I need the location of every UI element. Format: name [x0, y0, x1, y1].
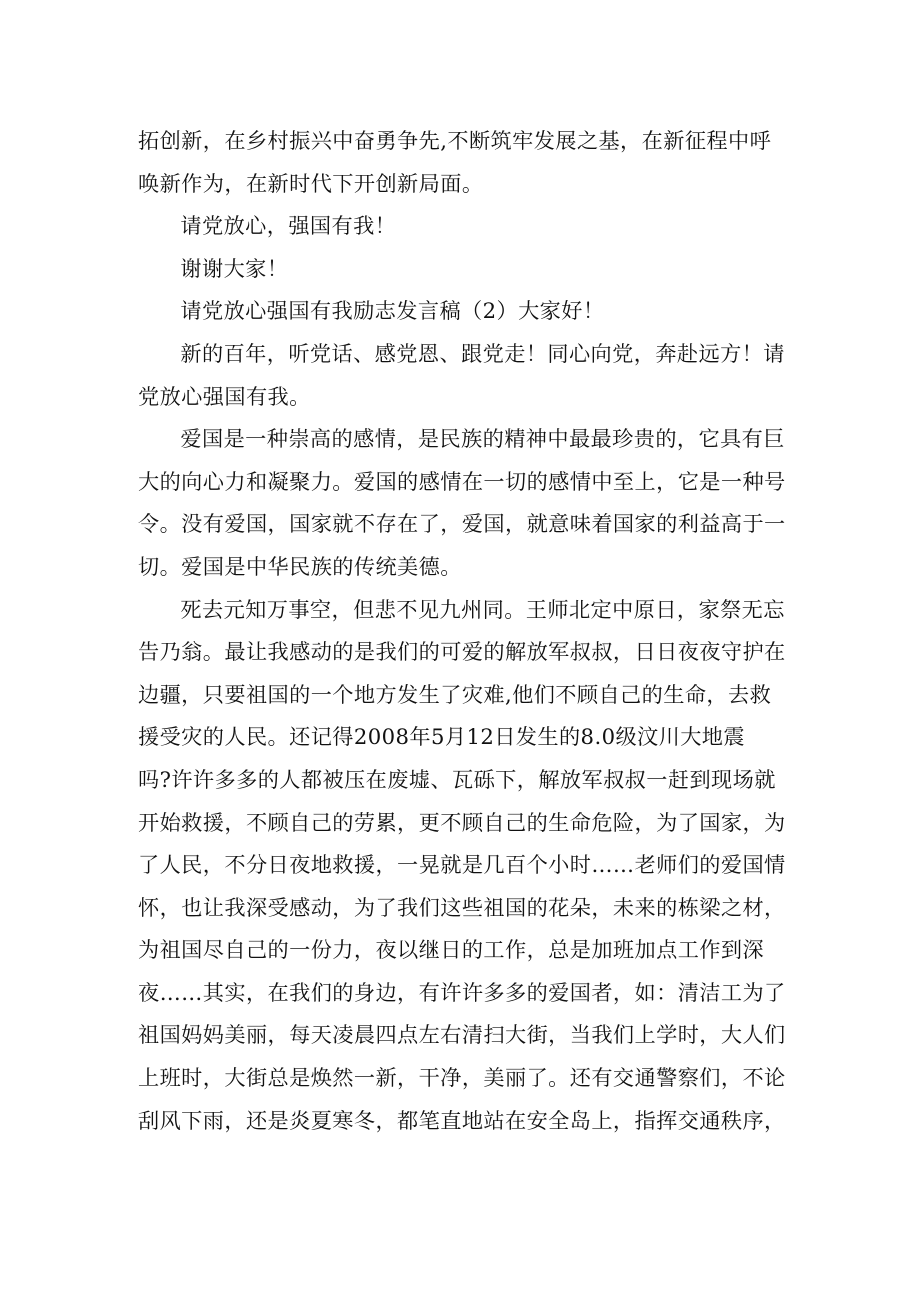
paragraph-3 — [138, 248, 793, 291]
text-line: 党放心强国有我。 — [138, 383, 311, 409]
document-body — [138, 120, 793, 1142]
text-line: 怀，也让我深受感动，为了我们这些祖国的花朵，未来的栋梁之材， — [138, 894, 786, 920]
paragraph-5 — [138, 333, 793, 418]
text-line: 刮风下雨，还是炎夏寒冬，都笔直地站在安全岛上，指挥交通秩序， — [138, 1107, 786, 1133]
text-line: 为祖国尽自己的一份力，夜以继日的工作，总是加班加点工作到深 — [138, 937, 765, 963]
text-line: 援受灾的人民。还记得2008年5月12日发生的8.0级汶川大地震 — [138, 724, 745, 750]
text-line: 告乃翁。最让我感动的是我们的可爱的解放军叔叔，日日夜夜守护在 — [138, 639, 786, 665]
text-line: 切。爱国是中华民族的传统美德。 — [138, 553, 462, 579]
text-line: 边疆，只要祖国的一个地方发生了灾难,他们不顾自己的生命，去救 — [138, 681, 772, 707]
text-line: 请党放心强国有我励志发言稿（2）大家好！ — [180, 298, 605, 324]
text-line: 爱国是一种崇高的感情，是民族的精神中最最珍贵的，它具有巨 — [180, 426, 785, 452]
text-line: 祖国妈妈美丽，每天凌晨四点左右清扫大街，当我们上学时，大人们 — [138, 1022, 786, 1048]
text-line: 谢谢大家！ — [180, 255, 289, 281]
paragraph-4 — [138, 290, 793, 333]
text-line: 新的百年，听党话、感党恩、跟党走！同心向党，奔赴远方！请 — [180, 340, 785, 366]
text-line: 大的向心力和凝聚力。爱国的感情在一切的感情中至上，它是一种号 — [138, 468, 786, 494]
text-line: 开始救援，不顾自己的劳累，更不顾自己的生命危险，为了国家，为 — [138, 809, 786, 835]
paragraph-2 — [138, 205, 793, 248]
text-line: 拓创新，在乡村振兴中奋勇争先,不断筑牢发展之基，在新征程中呼 — [138, 128, 772, 153]
text-line: 唤新作为，在新时代下开创新局面。 — [138, 170, 484, 196]
text-line: 令。没有爱国，国家就不存在了，爱国，就意味着国家的利益高于一 — [138, 511, 786, 537]
text-line: 上班时，大街总是焕然一新，干净，美丽了。还有交通警察们，不论 — [138, 1065, 786, 1091]
text-line: 了人民，不分日夜地救援，一晃就是几百个小时……老师们的爱国情 — [138, 852, 786, 878]
text-line: 请党放心，强国有我！ — [180, 213, 397, 239]
paragraph-6 — [138, 418, 793, 588]
text-line: 吗?许许多多的人都被压在废墟、瓦砾下，解放军叔叔一赶到现场就 — [138, 766, 776, 792]
paragraph-1 — [138, 120, 793, 205]
text-line: 夜……其实，在我们的身边，有许许多多的爱国者，如：清洁工为了 — [138, 979, 786, 1005]
paragraph-7 — [138, 589, 793, 1143]
text-line: 死去元知万事空，但悲不见九州同。王师北定中原日，家祭无忘 — [180, 596, 785, 622]
